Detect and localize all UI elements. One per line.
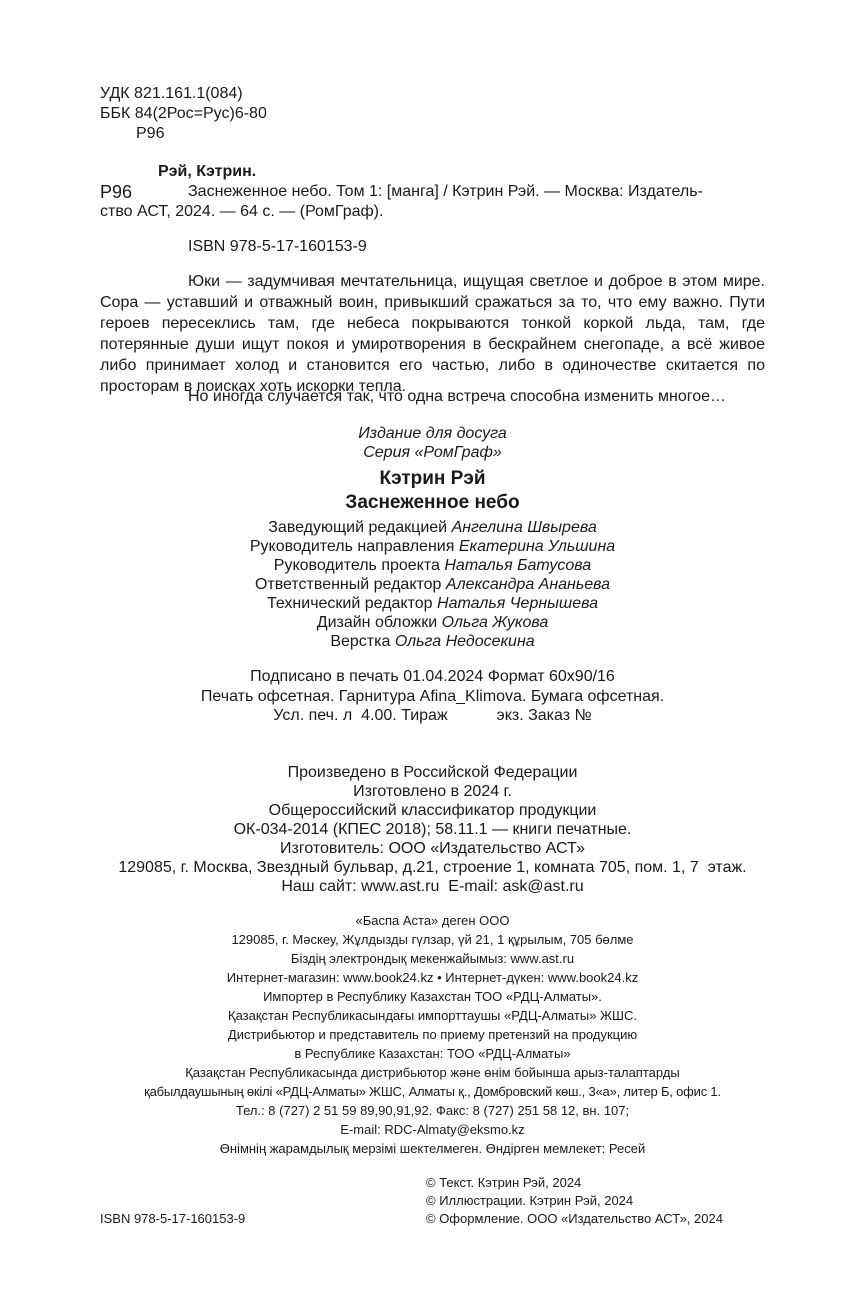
credit-line: Заведующий редакцией Ангелина Швырева: [268, 519, 597, 536]
kz-line: 129085, г. Мәскеу, Жұлдызды гүлзар, үй 21, 1 құрылым, 705 бөлме: [231, 932, 634, 947]
book-author: Кэтрин Рэй: [379, 468, 486, 489]
production-line: Изготовлено в 2024 г.: [353, 783, 512, 800]
kz-line: E-mail: RDC-Almaty@eksmo.kz: [340, 1122, 525, 1137]
author-heading: Рэй, Кэтрин.: [158, 163, 257, 180]
kz-line: Өнімнің жарамдылық мерзімі шектелмеген. Өндірген мемлекет: Ресей: [219, 1141, 646, 1156]
series-name: Серия «РомГраф»: [363, 444, 502, 461]
footer-isbn: ISBN 978-5-17-160153-9: [100, 1211, 246, 1226]
kz-line: Импортер в Республику Казахстан ТОО «РДЦ-Алматы».: [263, 989, 602, 1004]
copyright-line: © Текст. Кэтрин Рэй, 2024: [426, 1175, 582, 1190]
biblio-isbn: ISBN 978-5-17-160153-9: [188, 238, 367, 255]
credit-line: Руководитель направления Екатерина Ульшина: [249, 538, 616, 555]
production-line: ОК-034-2014 (КПЕС 2018); 58.11.1 — книги печатные.: [233, 821, 632, 838]
production-contacts: Наш сайт: www.ast.ru E-mail: ask@ast.ru: [281, 878, 584, 895]
annotation-paragraph: Юки — задумчивая мечтательница, ищущая светлое и доброе в этом мире. Сора — уставший и отважный воин, привыкший сражаться за то, что ему важно. Пути героев пересеклись там, где небеса покрываются тонкой коркой льда, там, где потерянные души ищут покоя и умиротворения в бескрайнем снегопаде, а всё живое либо принимает холод и становится его частью, либо в одиночестве скитается по просторам в поисках хоть искорки тепла.: [100, 273, 765, 395]
kz-line: Біздің электрондық мекенжайымыз: www.ast.ru: [290, 951, 575, 966]
production-line: Произведено в Российской Федерации: [287, 764, 578, 781]
copyright-line: © Иллюстрации. Кэтрин Рэй, 2024: [426, 1193, 634, 1208]
kz-line: қабылдаушының өкілі «РДЦ-Алматы» ЖШС, Алматы қ., Домбровский көш., 3«а», литер Б, офис 1.: [144, 1084, 721, 1099]
copyright-line: © Оформление. ООО «Издательство АСТ», 2024: [426, 1211, 723, 1226]
kz-line: Қазақстан Республикасында дистрибьютор және өнім бойынша арыз-талаптарды: [185, 1065, 680, 1080]
annotation-closing: Но иногда случается так, что одна встреча способна изменить многое…: [188, 388, 727, 405]
print-info-line: Подписано в печать 01.04.2024 Формат 60х90/16: [250, 668, 615, 685]
credit-line: Технический редактор Наталья Чернышева: [267, 595, 598, 612]
credit-line: Дизайн обложки Ольга Жукова: [316, 614, 549, 631]
kz-line: Интернет-магазин: www.book24.kz • Интернет-дүкен: www.book24.kz: [226, 970, 639, 985]
production-address: 129085, г. Москва, Звездный бульвар, д.21, строение 1, комната 705, пом. 1, 7 этаж.: [118, 859, 747, 876]
bbk-code: ББК 84(2Рос=Рус)6-80: [100, 105, 267, 122]
print-info-line: Усл. печ. л 4.00. Тираж экз. Заказ №: [273, 707, 592, 724]
kz-line: Дистрибьютор и представитель по приему претензий на продукцию: [227, 1027, 638, 1042]
biblio-description-line2: ство АСТ, 2024. — 64 с. — (РомГраф).: [100, 203, 384, 220]
credit-line: Руководитель проекта Наталья Батусова: [273, 557, 592, 574]
print-info-line: Печать офсетная. Гарнитура Afina_Klimova. Бумага офсетная.: [200, 688, 665, 705]
kz-line: в Республике Казахстан: ТОО «РДЦ-Алматы»: [294, 1046, 571, 1061]
edition-type: Издание для досуга: [358, 425, 507, 442]
kz-line: «Баспа Аста» деген ООО: [355, 913, 510, 928]
biblio-mark: Р96: [100, 182, 133, 202]
credit-line: Верстка Ольга Недосекина: [330, 633, 535, 650]
author-mark: Р96: [136, 125, 165, 142]
kz-line: Қазақстан Республикасындағы импорттаушы «РДЦ-Алматы» ЖШС.: [228, 1008, 637, 1023]
udk-code: УДК 821.161.1(084): [100, 85, 243, 102]
book-title: Заснеженное небо: [345, 492, 520, 513]
biblio-description-line1: Заснеженное небо. Том 1: [манга] / Кэтрин Рэй. — Москва: Издатель-: [188, 183, 703, 200]
production-line: Изготовитель: ООО «Издательство АСТ»: [280, 840, 585, 857]
kz-line: Тел.: 8 (727) 2 51 59 89,90,91,92. Факс: 8 (727) 251 58 12, вн. 107;: [235, 1103, 630, 1118]
production-line: Общероссийский классификатор продукции: [268, 802, 597, 819]
credit-line: Ответственный редактор Александра Ананьева: [254, 576, 611, 593]
